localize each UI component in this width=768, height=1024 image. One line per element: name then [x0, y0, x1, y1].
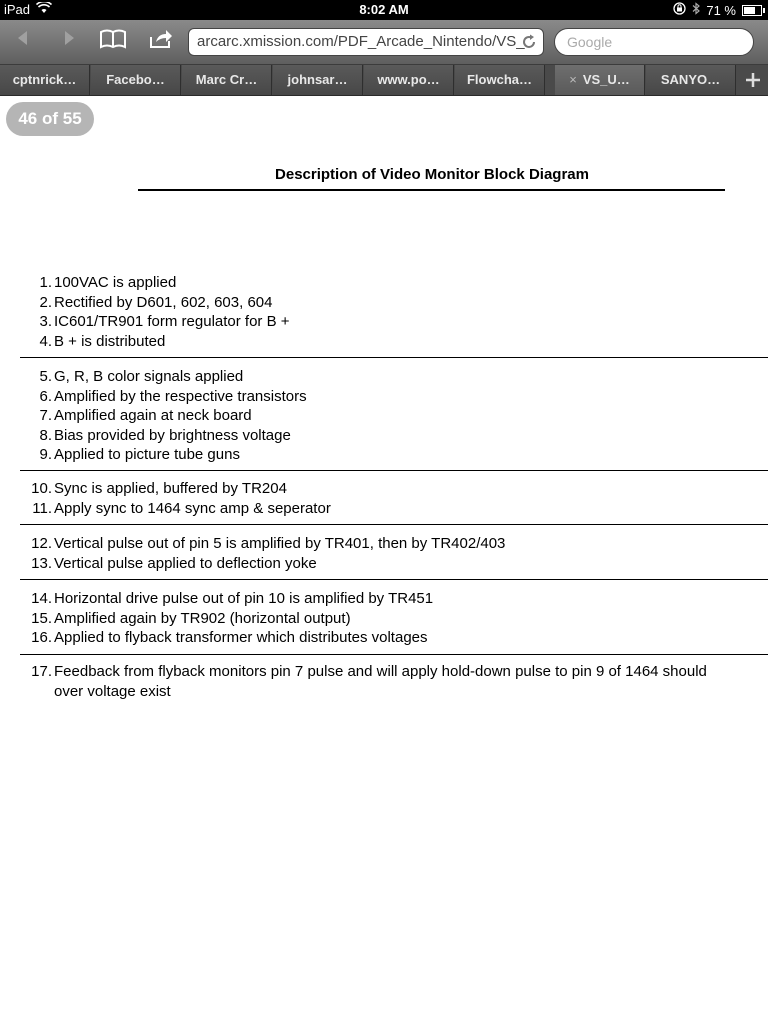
reload-icon[interactable]: [521, 29, 537, 56]
new-tab-button[interactable]: [738, 65, 768, 95]
list-item: [24, 293, 744, 313]
step-group-horizontal: [24, 589, 744, 648]
tab-label: www.po…: [377, 72, 440, 87]
list-item: [24, 312, 744, 332]
tab-www-po[interactable]: [364, 65, 454, 95]
section-divider: [20, 357, 768, 358]
item-number: 3.: [39, 313, 52, 330]
item-number: 15.: [31, 609, 52, 627]
list-item: [24, 628, 744, 648]
share-arrow-icon: [148, 28, 174, 50]
section-divider: [20, 579, 768, 580]
step-group-feedback: [24, 662, 724, 701]
status-time: 8:02 AM: [359, 2, 409, 17]
list-item: [24, 479, 744, 499]
item-text: Rectified by D601, 602, 603, 604: [54, 293, 273, 311]
orientation-lock-icon: [673, 2, 686, 18]
tab-close-icon[interactable]: ×: [569, 72, 577, 87]
item-text: Applied to flyback transformer which distributes voltages: [54, 629, 428, 646]
item-number: 1.: [39, 274, 52, 291]
list-item: [24, 609, 744, 629]
back-arrow-icon: [13, 28, 33, 48]
plus-icon: [745, 72, 761, 88]
list-item: [24, 387, 744, 407]
item-text: Amplified by the respective transistors: [54, 387, 307, 405]
list-item: [24, 554, 744, 574]
status-bar: [0, 0, 768, 20]
list-item: [24, 445, 744, 465]
tab-vs-u-active[interactable]: [555, 65, 645, 95]
tab-label: SANYO…: [660, 72, 721, 87]
section-divider: [20, 654, 768, 655]
bookmarks-book-icon: [99, 28, 127, 50]
item-number: 5.: [39, 368, 52, 385]
item-text: Vertical pulse out of pin 5 is amplified by TR401, then by TR402/403: [54, 535, 506, 552]
item-number: 13.: [31, 554, 52, 572]
url-text: arcarc.xmission.com/PDF_Arcade_Nintendo/VS_: [197, 33, 525, 50]
item-text: Applied to picture tube guns: [54, 446, 240, 463]
item-text: Amplified again by TR902 (horizontal output): [54, 609, 351, 627]
tab-flowchart[interactable]: [455, 65, 545, 95]
tab-label: Marc Cr…: [195, 72, 258, 87]
step-group-color: [24, 367, 744, 465]
item-number: 9.: [39, 446, 52, 463]
forward-arrow-icon: [59, 28, 79, 48]
back-button[interactable]: [8, 28, 38, 56]
list-item: [24, 499, 744, 519]
item-number: 2.: [39, 293, 52, 311]
title-underline: [138, 189, 725, 191]
item-text: Feedback from flyback monitors pin 7 pulse and will apply hold-down pulse to pin 9 of 1464 should over voltage exist: [54, 663, 707, 700]
tab-facebook[interactable]: [91, 65, 181, 95]
item-text: Horizontal drive pulse out of pin 10 is amplified by TR451: [54, 590, 434, 607]
device-label: iPad: [4, 2, 31, 17]
document-title: Description of Video Monitor Block Diagram: [275, 166, 589, 183]
step-group-sync: [24, 479, 744, 518]
bluetooth-icon: [692, 2, 700, 18]
item-number: 14.: [31, 590, 52, 607]
tab-label: Facebo…: [106, 72, 165, 87]
section-divider: [20, 470, 768, 471]
share-button[interactable]: [146, 28, 176, 56]
list-item: [24, 589, 744, 609]
item-number: 11.: [32, 499, 52, 517]
forward-button[interactable]: [54, 28, 84, 56]
list-item: [24, 426, 744, 446]
item-number: 6.: [39, 387, 52, 405]
battery-icon: [742, 5, 762, 16]
item-text: Vertical pulse applied to deflection yoke: [54, 554, 317, 572]
item-number: 17.: [31, 663, 52, 680]
step-group-vertical: [24, 534, 744, 573]
list-item: [24, 332, 744, 352]
search-input[interactable]: [554, 28, 754, 56]
tab-label: cptnrick…: [12, 72, 77, 87]
item-text: Sync is applied, buffered by TR204: [54, 480, 287, 497]
battery-fill: [744, 7, 755, 14]
item-number: 4.: [39, 332, 52, 350]
tab-johnsar[interactable]: [273, 65, 363, 95]
section-divider: [20, 524, 768, 525]
item-text: B + is distributed: [54, 332, 166, 350]
tab-label: Flowcha…: [466, 72, 532, 87]
item-number: 16.: [31, 629, 52, 646]
item-text: G, R, B color signals applied: [54, 368, 244, 385]
tab-cptnrick[interactable]: [0, 65, 90, 95]
tab-bar: [0, 65, 768, 96]
item-number: 12.: [31, 535, 52, 552]
search-placeholder: Google: [567, 34, 613, 50]
battery-percent: 71 %: [706, 2, 736, 18]
browser-toolbar: [0, 20, 768, 65]
item-number: 8.: [39, 426, 52, 444]
tab-sanyo[interactable]: [646, 65, 736, 95]
tab-label: johnsar…: [287, 72, 348, 87]
item-text: Amplified again at neck board: [54, 407, 252, 424]
bookmarks-button[interactable]: [98, 28, 128, 56]
item-text: Bias provided by brightness voltage: [54, 426, 291, 444]
item-number: 7.: [39, 407, 52, 424]
list-item: [24, 273, 744, 293]
step-group-power: [24, 273, 744, 351]
list-item: [24, 367, 744, 387]
list-item: [24, 406, 744, 426]
item-number: 10.: [31, 480, 52, 497]
tab-label: VS_U…: [582, 72, 630, 87]
item-text: 100VAC is applied: [54, 274, 177, 291]
address-bar[interactable]: [188, 28, 544, 56]
page-counter-badge: 46 of 55: [6, 102, 94, 136]
list-item: [24, 534, 744, 554]
item-text: IC601/TR901 form regulator for B +: [54, 313, 290, 330]
list-item: [24, 662, 724, 701]
tab-marc-cr[interactable]: [182, 65, 272, 95]
item-text: Apply sync to 1464 sync amp & seperator: [54, 499, 331, 517]
